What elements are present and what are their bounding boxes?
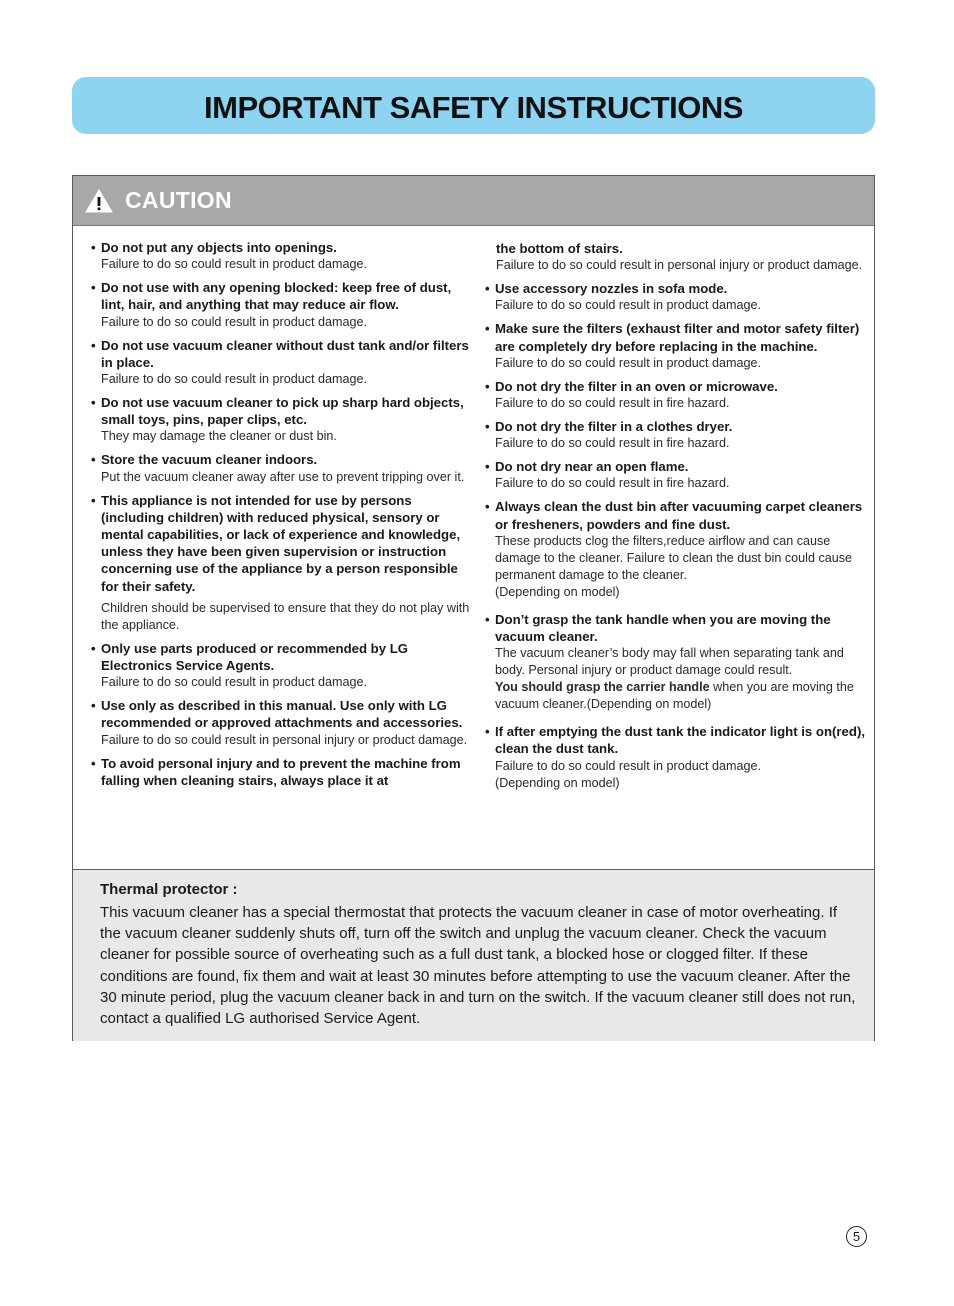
list-item: • Do not put any objects into openings. Failure to do so could result in product damage. (91, 240, 368, 272)
page-number: 5 (846, 1226, 867, 1247)
list-item: • To avoid personal injury and to prevent the machine from falling when cleaning stairs, always place it at (91, 755, 461, 788)
list-item: • Always clean the dust bin after vacuuming carpet cleaners or fresheners, powders and fine dust. These products clog the filters,reduce airflow and can cause damage to the cleaner. Failure to clean the dust bin could cause permanent damage to the cleaner. (Depending on model) (485, 499, 863, 599)
thermal-body: This vacuum cleaner has a special thermostat that protects the vacuum cleaner in case of motor overheating. If the vacuum cleaner suddenly shuts off, turn off the switch and unplug the vacuum cleaner. Check the vacuum cleaner for possible source of overheating such as a full dust tank, a blocked hose or clogged filter. If these conditions are found, fix them and wait at least 30 minutes before attempting to use the vacuum cleaner. After the 30 minute period, plug the vacuum cleaner back in and turn on the switch. If the vacuum cleaner still does not run, contact a qualified LG authorised Service Agent. (100, 904, 856, 1028)
list-item: • Use only as described in this manual. Use only with LG recommended or approved attachments and accessories. Failure to do so could result in personal injury or product damage. (91, 698, 468, 747)
right-column (485, 240, 865, 798)
thermal-title: Thermal protector : (100, 881, 238, 898)
list-item: • Use accessory nozzles in sofa mode. Failure to do so could result in product damage. (485, 281, 762, 313)
caution-header (73, 176, 874, 226)
list-item: • This appliance is not intended for use by persons (including children) with reduced physical, sensory or mental capabilities, or lack of experience and knowledge, unless they have been given supervision or instruction concerning use of the appliance by a person responsible for their safety. Children should be supervised to ensure that they do not play with the appliance. (91, 492, 470, 632)
list-item: • Don’t grasp the tank handle when you are moving the vacuum cleaner. The vacuum cleaner’s body may fall when separating tank and body. Personal injury or product damage could result. You should grasp the carrier handle when you are moving the vacuum cleaner.(Depending on model) (485, 611, 854, 712)
list-item: • Do not dry near an open flame. Failure to do so could result in fire hazard. (485, 459, 730, 491)
list-item: • Do not use vacuum cleaner to pick up sharp hard objects, small toys, pins, paper clips, etc. They may damage the cleaner or dust bin. (91, 395, 464, 444)
caution-label: CAUTION (125, 187, 232, 213)
list-item: • If after emptying the dust tank the indicator light is on(red), clean the dust tank. Failure to do so could result in product damage. (Depending on model) (485, 724, 866, 790)
left-column (91, 239, 471, 795)
thermal-protector-panel (73, 869, 874, 1041)
warning-triangle-icon (85, 189, 113, 213)
list-item: • Only use parts produced or recommended by LG Electronics Service Agents. Failure to do so could result in product damage. (91, 640, 409, 690)
title-banner (72, 77, 875, 134)
list-item: • Do not use vacuum cleaner without dust tank and/or filters in place. Failure to do so could result in product damage. (91, 337, 469, 387)
caution-box (72, 175, 875, 1041)
list-item: • Do not dry the filter in a clothes dryer. Failure to do so could result in fire hazard. (485, 419, 733, 451)
list-item-continued: the bottom of stairs. Failure to do so could result in personal injury or product damage. (496, 241, 863, 273)
list-item: • Make sure the filters (exhaust filter and motor safety filter) are completely dry before replacing in the machine. Failure to do so could result in product damage. (485, 321, 860, 370)
list-item: • Store the vacuum cleaner indoors. Put the vacuum cleaner away after use to prevent tripping over it. (91, 452, 465, 484)
page-title: IMPORTANT SAFETY INSTRUCTIONS (204, 89, 743, 125)
list-item: • Do not use with any opening blocked: keep free of dust, lint, hair, and anything that may reduce air flow. Failure to do so could result in product damage. (91, 280, 452, 329)
list-item: • Do not dry the filter in an oven or microwave. Failure to do so could result in fire hazard. (485, 378, 778, 411)
